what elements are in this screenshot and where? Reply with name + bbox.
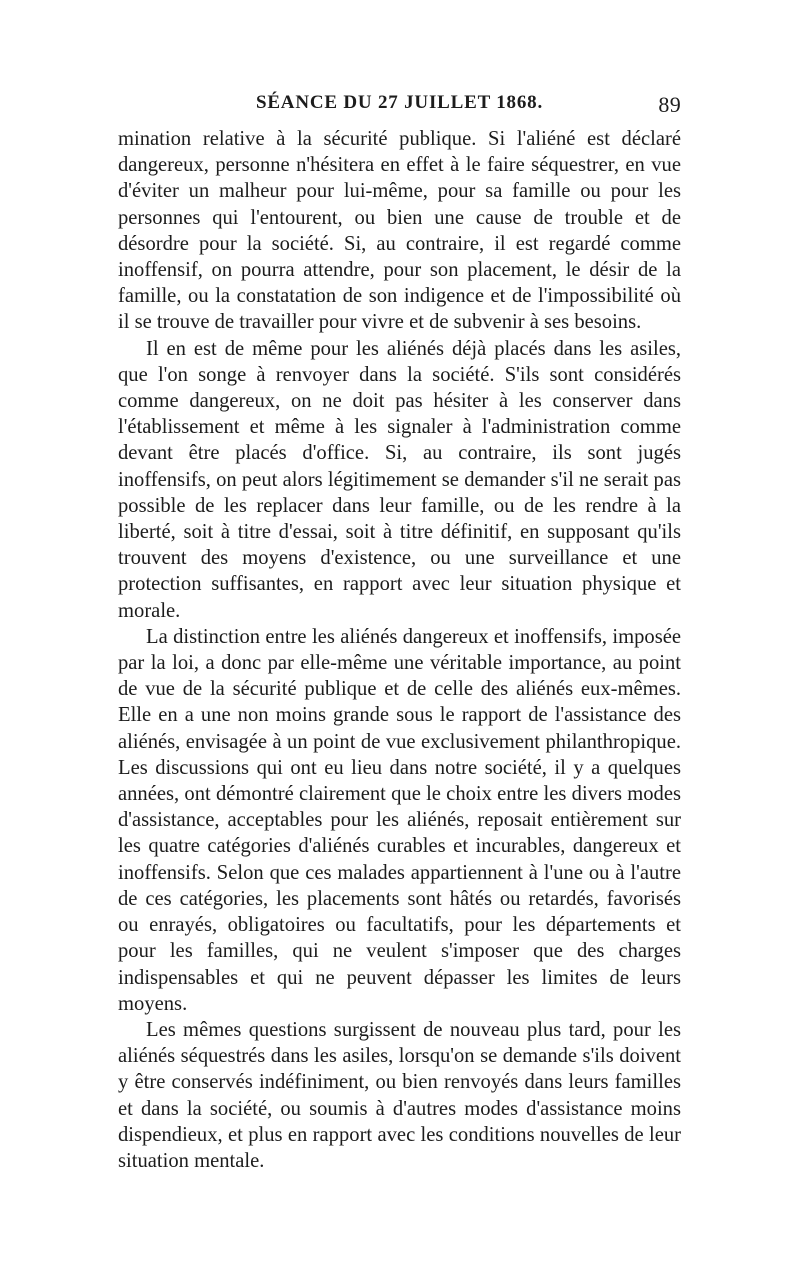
page-number: 89 — [658, 92, 681, 117]
running-title: SÉANCE DU 27 JUILLET 1868. — [255, 92, 544, 113]
paragraph: La distinction entre les aliénés dangereux et inoffensifs, imposée par la loi, a donc par elle-même une véritable importance, au point de vue de la sécurité publique et de celle des aliénés eux-mêmes. Elle en a une non moins grande sous le rapport de l'assistance des aliénés, envisagée à un point de vue exclusivement philanthropique. Les discussions qui ont eu lieu dans notre société, il y a quelques années, ont démontré clairement que le choix entre les divers modes d'assistance, acceptables pour les aliénés, reposait entièrement sur les quatre catégories d'aliénés curables et incurables, dangereux et inoffensifs. Selon que ces malades appartiennent à l'une ou à l'autre de ces catégories, les placements sont hâtés ou retardés, favorisés ou enrayés, obligatoires ou facultatifs, pour les départements et pour les familles, qui ne veulent s'imposer que des charges indispensables et qui ne peuvent dépasser les limites de leurs moyens. — [118, 625, 681, 1015]
paragraph: Les mêmes questions surgissent de nouveau plus tard, pour les aliénés séquestrés dans les asiles, lorsqu'on se demande s'ils doivent y être conservés indéfiniment, ou bien renvoyés dans leurs familles et dans la société, ou soumis à d'autres modes d'assistance moins dispendieux, et plus en rapport avec les conditions nouvelles de leur situation mentale. — [118, 1018, 681, 1172]
paragraph-continued: mination relative à la sécurité publique. Si l'aliéné est déclaré dangereux, personne n'hésitera en effet à le faire séquestrer, en vue d'éviter un malheur pour lui-même, pour sa famille ou pour les personnes qui l'entourent, ou bien une cause de trouble et de désordre pour la société. Si, au contraire, il est regardé comme inoffensif, on pourra attendre, pour son placement, le désir de la famille, ou la constatation de son indigence et de l'impossibilité où il se trouve de travailler pour vivre et de subvenir à ses besoins. — [118, 128, 681, 334]
page-header — [118, 92, 681, 122]
body-text — [118, 126, 681, 1174]
paragraph: Il en est de même pour les aliénés déjà placés dans les asiles, que l'on songe à renvoyer dans la société. S'ils sont considérés comme dangereux, on ne doit pas hésiter à les conserver dans l'établissement et même à les signaler à l'administration comme devant être placés d'office. Si, au contraire, ils sont jugés inoffensifs, on peut alors légitimement se demander s'il ne serait pas possible de les replacer dans leur famille, ou de les rendre à la liberté, soit à titre d'essai, soit à titre définitif, en supposant qu'ils trouvent des moyens d'existence, ou une surveillance et une protection suffisantes, en rapport avec leur situation physique et morale. — [118, 337, 681, 622]
